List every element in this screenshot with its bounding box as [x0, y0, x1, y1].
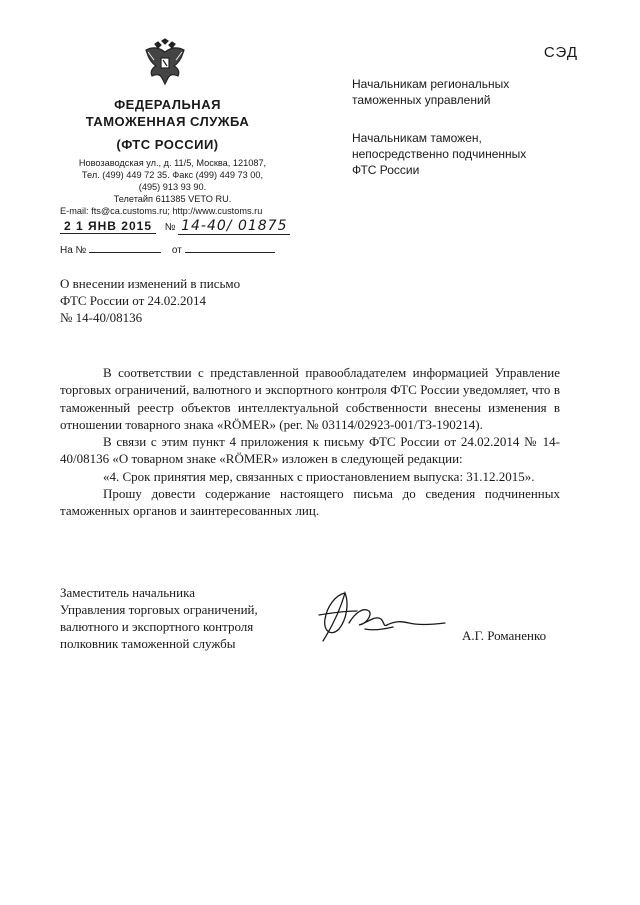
addressee-line: ФТС России — [352, 163, 420, 177]
position-line: Заместитель начальника — [60, 585, 195, 600]
agency-line-2: ТАМОЖЕННАЯ СЛУЖБА — [85, 114, 250, 129]
body-paragraph-2: В связи с этим пункт 4 приложения к письму ФТС России от 24.02.2014 № 14-40/08136 «О товарном знаке «RÖMER» изложен в следующей редакции: — [60, 434, 560, 467]
ref-date-blank — [185, 252, 275, 253]
subject-line: № 14-40/08136 — [60, 310, 143, 325]
body-paragraph-4: Прошу довести содержание настоящего письма до сведения подчиненных таможенных органов и заинтересованных лиц. — [60, 486, 560, 519]
outgoing-number: 14-40/ 01875 — [178, 218, 290, 235]
agency-contacts — [60, 157, 285, 217]
body-paragraph-1: В соответствии с представленной правообладателем информацией Управление торговых ограничений, валютного и экспортного контроля ФТС России уведомляет, что в таможенный реестр объектов интеллектуальной собственности внесены изменения в отношении товарного знака «RÖMER» (рег. № 03114/02923-001/ТЗ-190214). — [60, 365, 560, 432]
position-line: Управления торговых ограничений, — [60, 602, 258, 617]
address-line: Новозаводская ул., д. 11/5, Москва, 121087, — [78, 158, 267, 168]
date-stamp: 2 1 ЯНВ 2015 — [60, 219, 156, 234]
addressee-block-1 — [352, 76, 592, 108]
subject-line: ФТС России от 24.02.2014 — [60, 293, 207, 308]
agency-line-3: (ФТС РОССИИ) — [116, 137, 219, 152]
letter-subject — [60, 275, 310, 326]
reference-line — [60, 245, 300, 256]
position-line: полковник таможенной службы — [60, 636, 236, 651]
addressee-line: непосредственно подчиненных — [352, 147, 527, 161]
addressee-line: Начальникам региональных — [352, 77, 510, 91]
phone-line-2: (495) 913 93 90. — [138, 182, 207, 192]
ref-label: На № — [60, 245, 87, 256]
from-label: от — [171, 245, 182, 256]
registration-line — [60, 218, 300, 235]
position-line: валютного и экспортного контроля — [60, 619, 254, 634]
phone-line: Тел. (499) 449 72 35. Факс (499) 449 73 00, — [81, 170, 264, 180]
coat-of-arms-icon — [140, 38, 190, 88]
addressee-line: Начальникам таможен, — [352, 131, 482, 145]
ref-number-blank — [89, 252, 161, 253]
addressee-line: таможенных управлений — [352, 93, 491, 107]
handwritten-signature — [305, 585, 455, 650]
agency-name — [60, 96, 275, 153]
teletype-line: Телетайп 611385 VETO RU. — [113, 194, 232, 204]
sed-mark: СЭД — [543, 44, 578, 61]
body-paragraph-3: «4. Срок принятия мер, связанных с приостановлением выпуска: 31.12.2015». — [103, 468, 535, 484]
agency-line-1: ФЕДЕРАЛЬНАЯ — [114, 97, 221, 112]
signatory-position — [60, 584, 300, 652]
signatory-name: А.Г. Романенко — [462, 628, 547, 643]
number-sign: № — [164, 222, 176, 233]
addressee-block-2 — [352, 130, 592, 178]
letter-body — [60, 364, 560, 520]
subject-line: О внесении изменений в письмо — [60, 276, 241, 291]
email-line: E-mail: fts@ca.customs.ru; http://www.customs.ru — [60, 206, 263, 216]
